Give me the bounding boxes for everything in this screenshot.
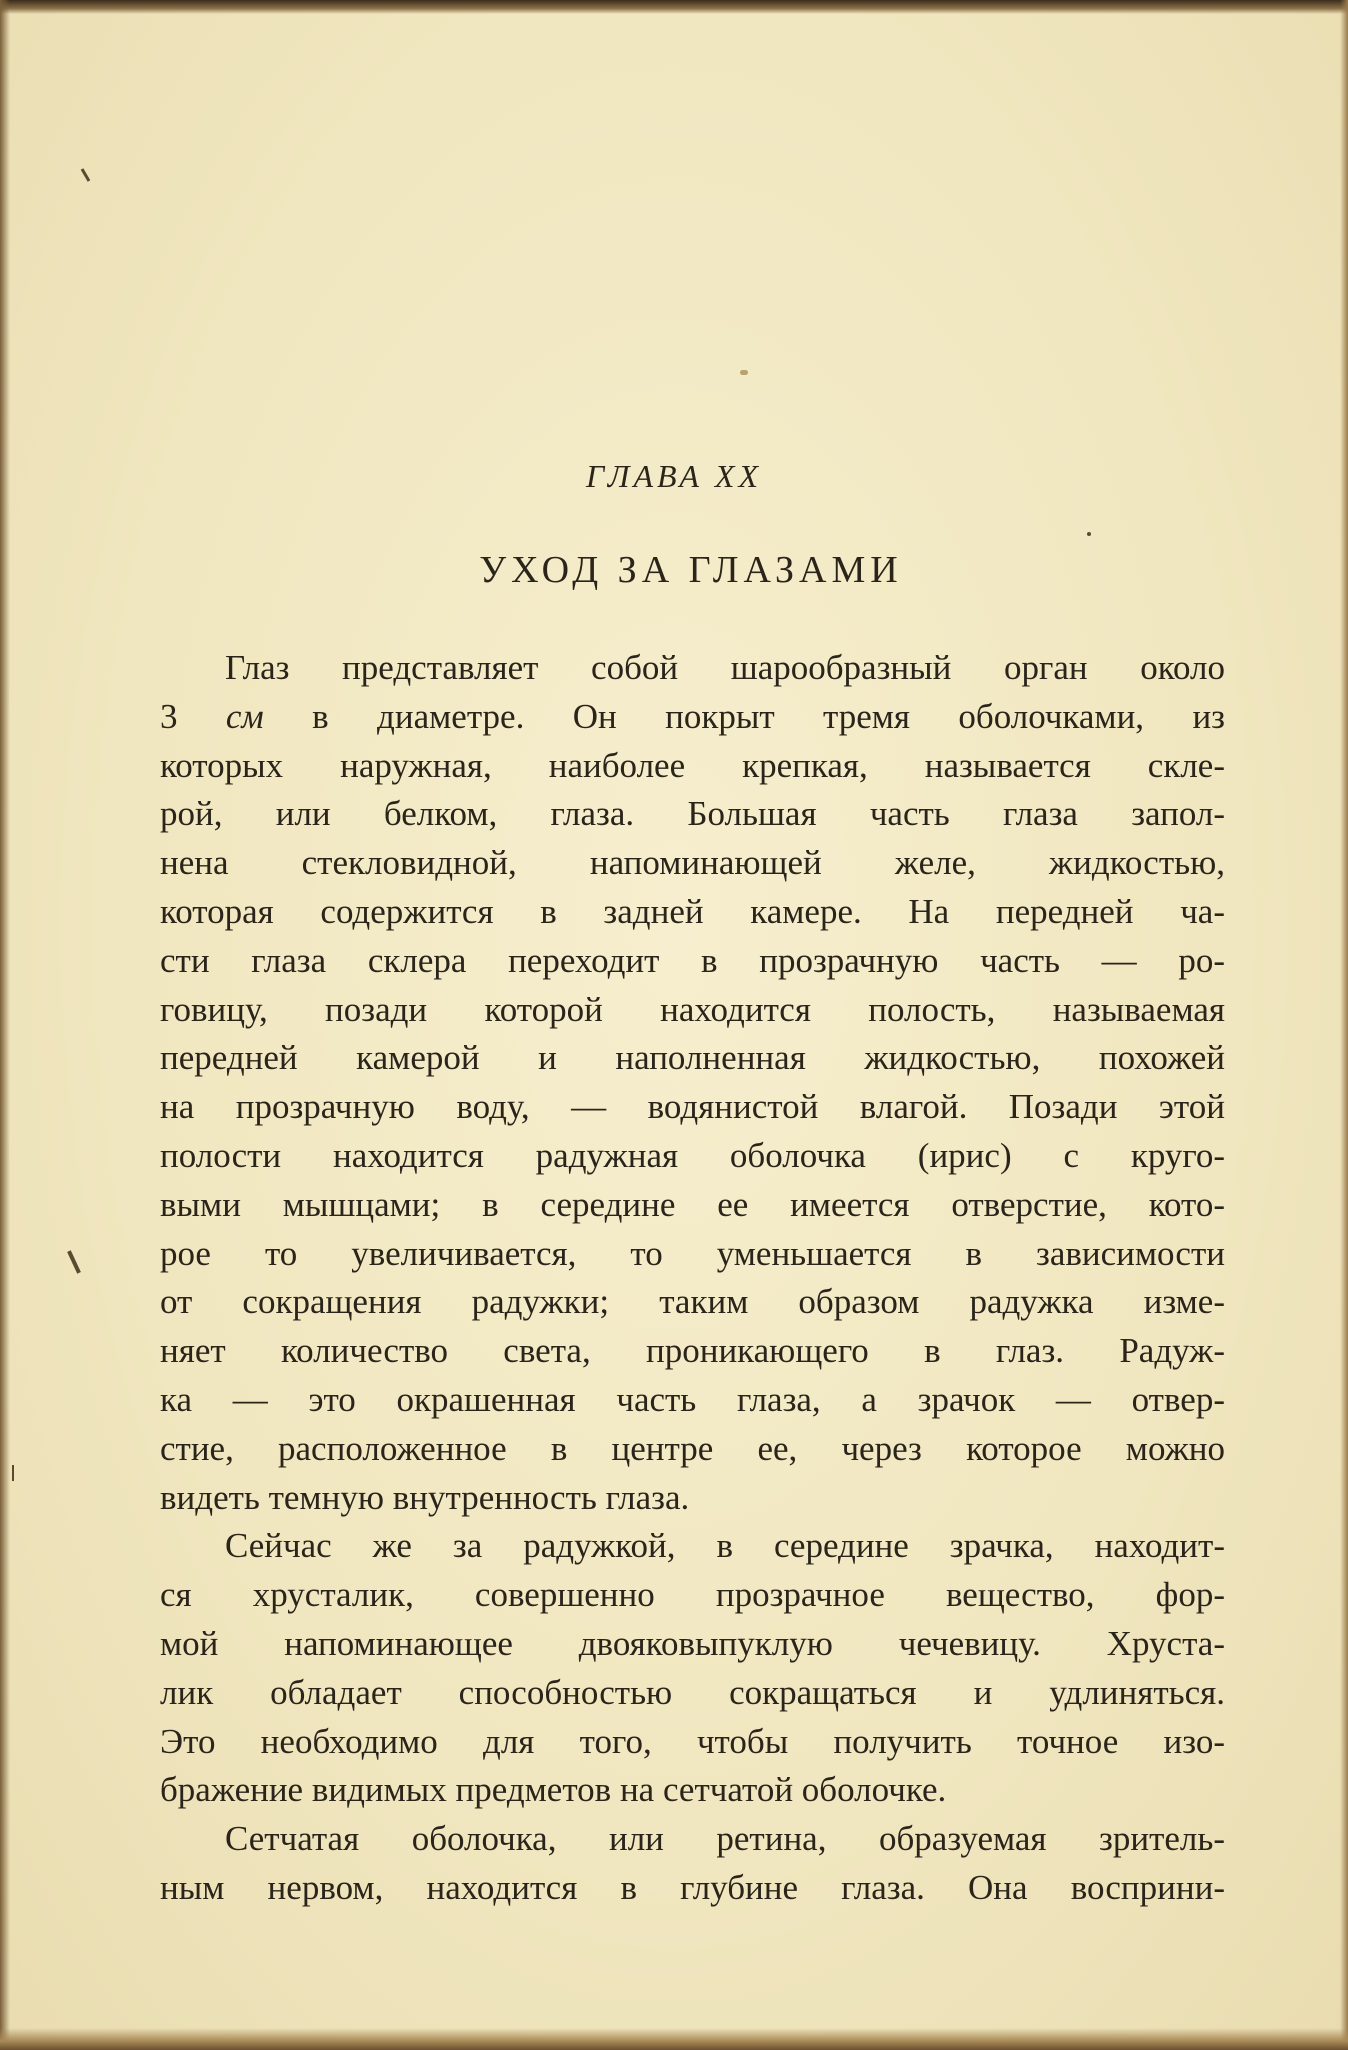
text-line: бражение видимых предметов на сетчатой оболочке. xyxy=(160,1770,947,1810)
paper-speck xyxy=(1087,532,1091,536)
text-line: Сейчас же за радужкой, в середине зрачка, находит- xyxy=(225,1526,1225,1566)
text-line: Сетчатая оболочка, или ретина, образуемая зритель- xyxy=(225,1819,1225,1859)
text-line: рое то увеличивается, то уменьшается в зависимости xyxy=(160,1233,1225,1273)
paper-speck xyxy=(81,168,91,182)
text-line: нена стекловидной, напоминающей желе, жидкостью, xyxy=(160,843,1225,883)
text-line: которых наружная, наиболее крепкая, называется скле- xyxy=(160,745,1225,785)
text-line: ся хрусталик, совершенно прозрачное вещество, фор- xyxy=(160,1575,1225,1615)
text-line: выми мышцами; в середине ее имеется отверстие, кото- xyxy=(160,1184,1225,1224)
text-line: ка — это окрашенная часть глаза, а зрачок — отвер- xyxy=(160,1379,1225,1419)
body-text xyxy=(160,644,1225,1913)
text-line: Это необходимо для того, чтобы получить точное изо- xyxy=(160,1721,1225,1761)
text-line: на прозрачную воду, — водянистой влагой. Позади этой xyxy=(160,1087,1225,1127)
text-line: передней камерой и наполненная жидкостью, похожей xyxy=(160,1038,1225,1078)
chapter-label: ГЛАВА XX xyxy=(586,458,762,494)
text-line: которая содержится в задней камере. На передней ча- xyxy=(160,891,1225,931)
text-line: стие, расположенное в центре ее, через которое можно xyxy=(160,1428,1225,1468)
page-bottom-edge xyxy=(0,2028,1348,2050)
text-line: от сокращения радужки; таким образом радужка изме- xyxy=(160,1282,1225,1322)
page-right-edge xyxy=(1340,0,1348,2050)
page-top-edge xyxy=(0,0,1348,14)
text-line: мой напоминающее двояковыпуклую чечевицу. Хруста- xyxy=(160,1623,1225,1663)
text-line: няет количество света, проникающего в глаз. Радуж- xyxy=(160,1331,1225,1371)
text-line: видеть темную внутренность глаза. xyxy=(160,1477,690,1517)
page-left-edge xyxy=(0,0,10,2050)
text-line: ным нервом, находится в глубине глаза. Она восприни- xyxy=(160,1867,1225,1907)
paper-speck xyxy=(67,1250,81,1273)
text-line: говицу, позади которой находится полость, называемая xyxy=(160,989,1225,1029)
paper-speck xyxy=(740,370,748,375)
text-line: лик обладает способностью сокращаться и удлиняться. xyxy=(160,1672,1225,1712)
text-line: сти глаза склера переходит в прозрачную часть — ро- xyxy=(160,940,1225,980)
paper-speck xyxy=(12,1465,14,1481)
text-line: 3 см в диаметре. Он покрыт тремя оболочками, из xyxy=(160,696,1225,736)
chapter-title: УХОД ЗА ГЛАЗАМИ xyxy=(479,549,903,591)
text-line: Глаз представляет собой шарообразный орган около xyxy=(225,648,1225,687)
text-line: рой, или белком, глаза. Большая часть глаза запол- xyxy=(160,794,1225,834)
text-line: полости находится радужная оболочка (ирис) с круго- xyxy=(160,1135,1225,1175)
